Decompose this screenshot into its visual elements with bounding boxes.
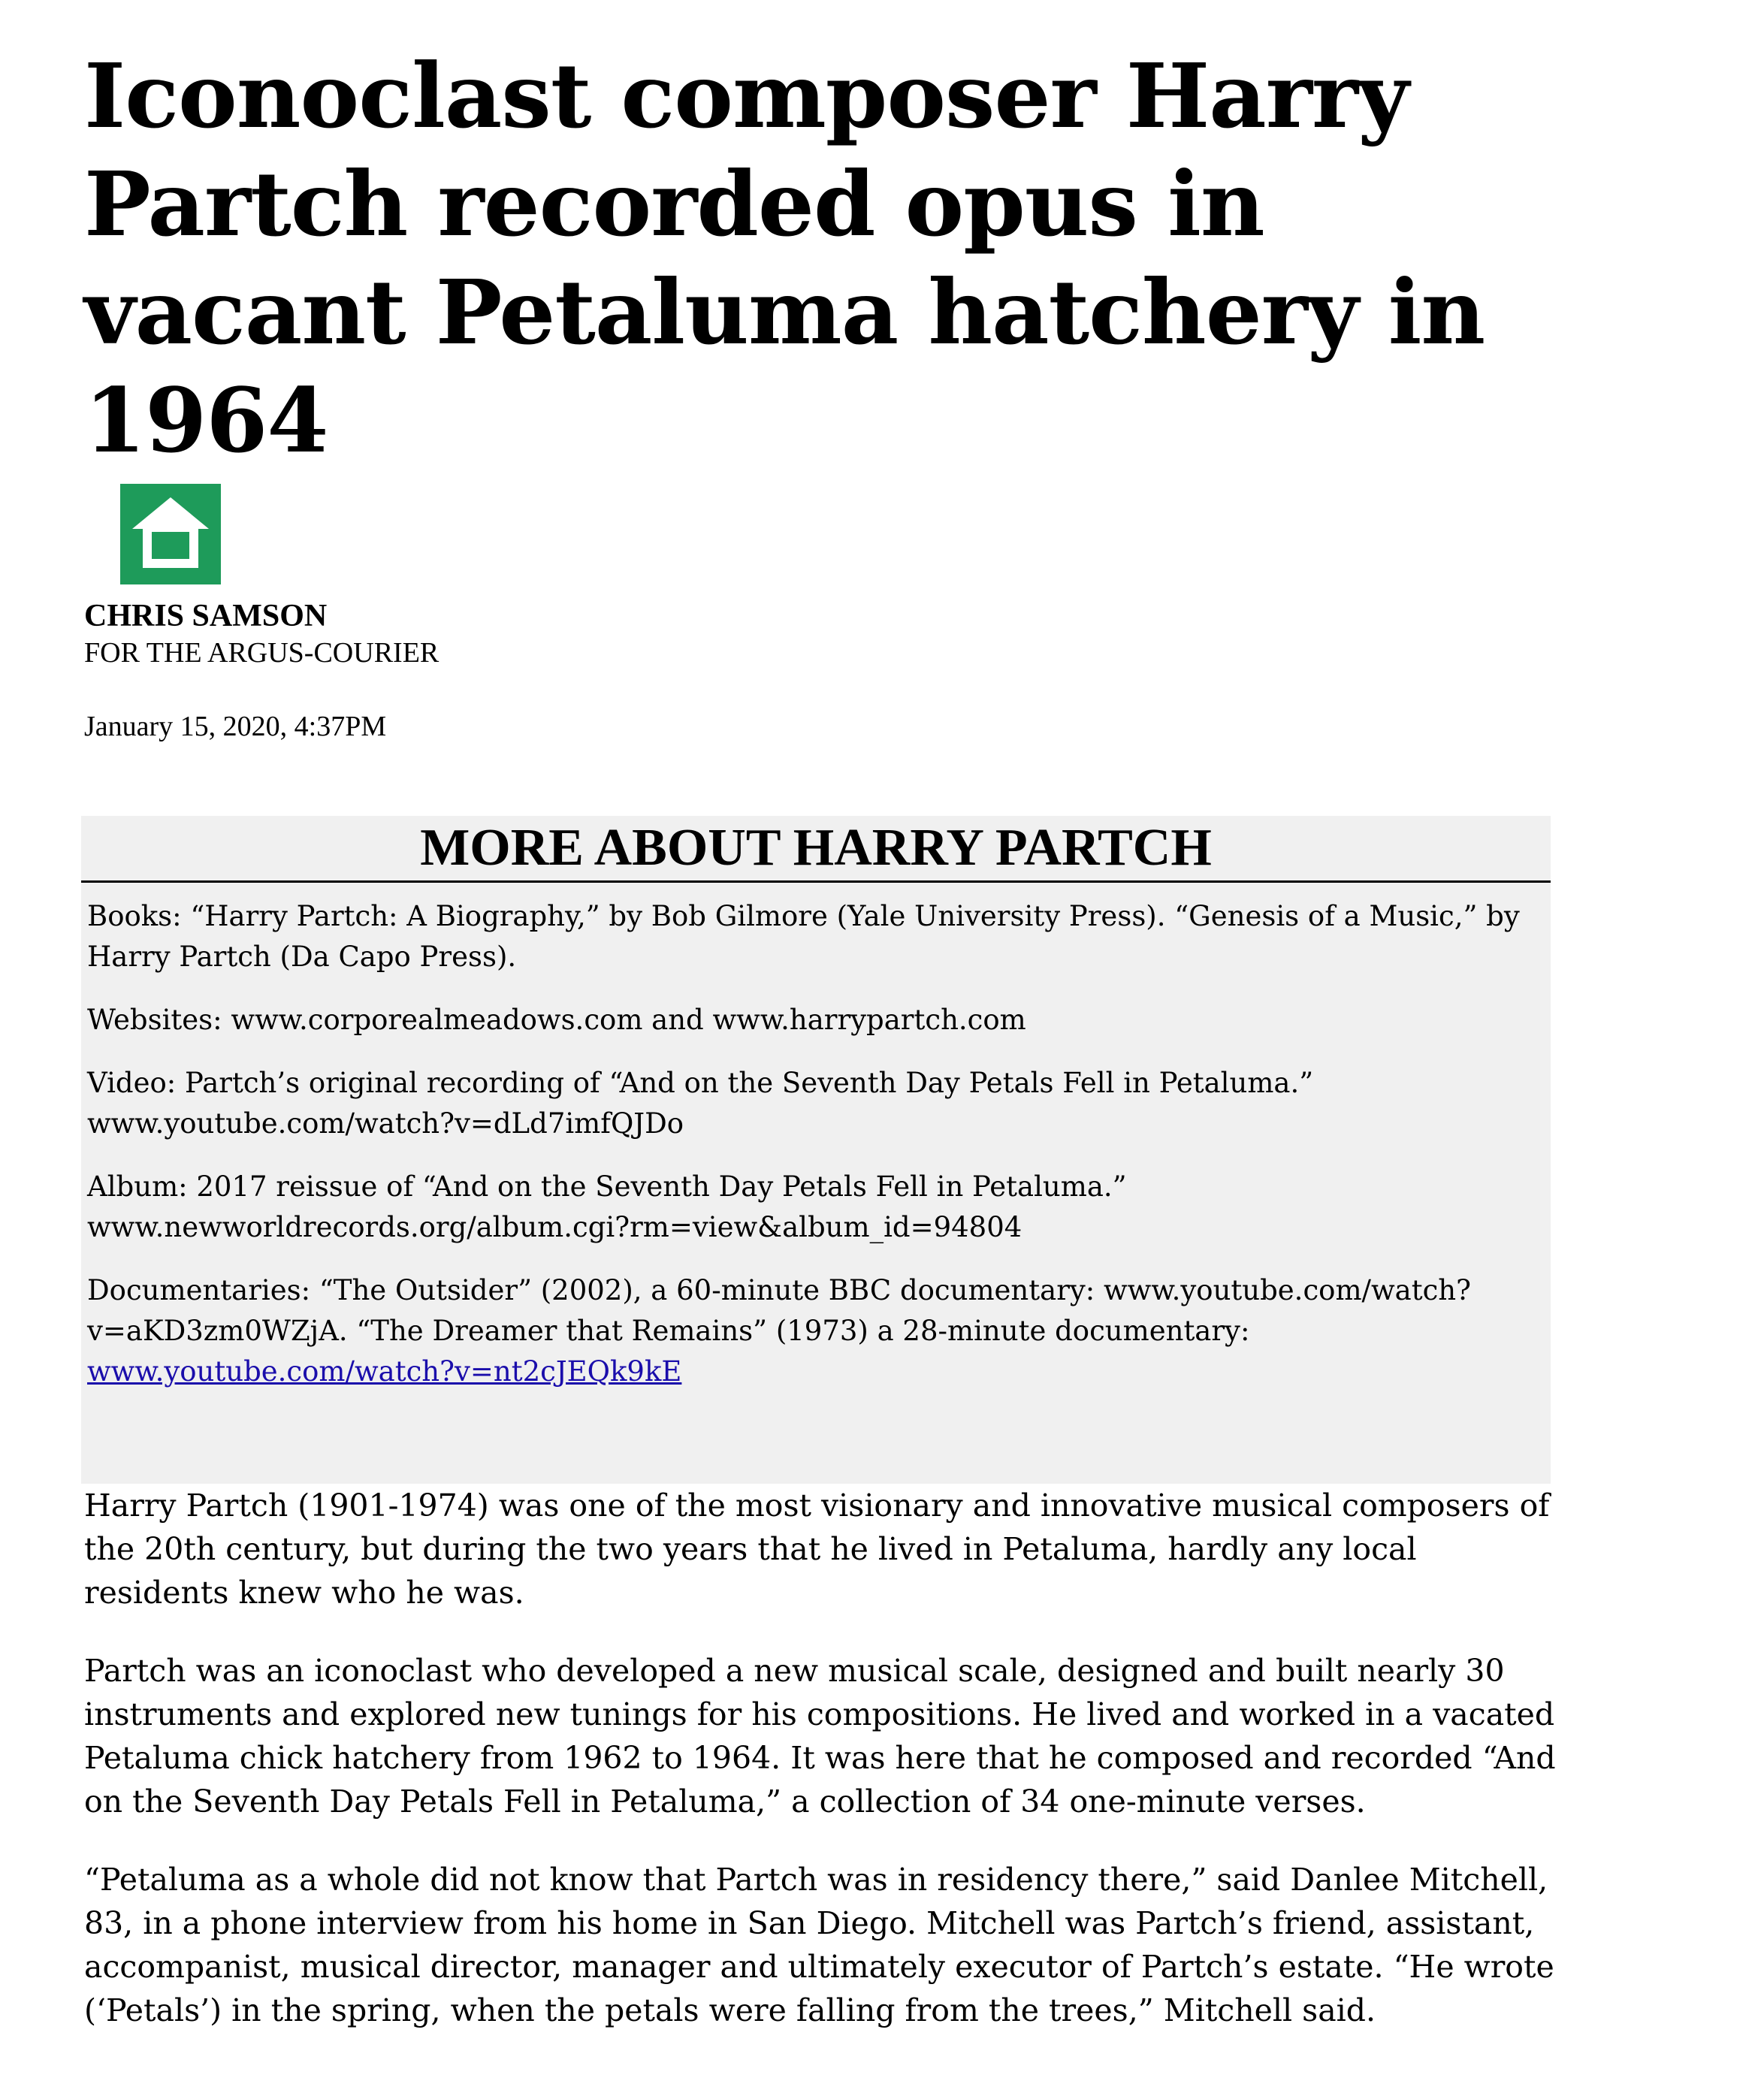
sidebar-websites: Websites: www.corporealmeadows.com and www.harrypartch.com: [87, 1004, 1026, 1036]
sidebar-body: [81, 883, 1551, 1392]
author-name[interactable]: CHRIS SAMSON: [84, 599, 328, 633]
sidebar-video: Video: Partch’s original recording of “And on the Seventh Day Petals Fell in Petaluma.” www.youtube.com/watch?v=dLd7imfQJDo: [87, 1067, 1314, 1140]
sidebar-books: Books: “Harry Partch: A Biography,” by Bob Gilmore (Yale University Press). “Genesis of a Music,” by Harry Partch (Da Capo Press).: [87, 900, 1520, 973]
sidebar-documentaries: [87, 1270, 1545, 1392]
article-page: [84, 42, 1557, 2067]
house-icon[interactable]: [120, 484, 221, 584]
more-about-sidebar: [81, 816, 1551, 1484]
sidebar-title: MORE ABOUT HARRY PARTCH: [81, 816, 1551, 883]
article-body: [84, 1484, 1557, 2032]
body-paragraph: “Petaluma as a whole did not know that Partch was in residency there,” said Danlee Mitchell, 83, in a phone interview from his home in San Diego. Mitchell was Partch’s friend, assistant, accompanist, musical director, manager and ultimately executor of Partch’s estate. “He wrote (‘Petals’) in the spring, when the petals were falling from the trees,” Mitchell said.: [84, 1862, 1554, 2028]
documentary-link[interactable]: www.youtube.com/watch?v=nt2cJEQk9kE: [87, 1355, 682, 1388]
body-paragraph: Partch was an iconoclast who developed a new musical scale, designed and built nearly 30 instruments and explored new tunings for his compositions. He lived and worked in a vacated Petaluma chick hatchery from 1962 to 1964. It was here that he composed and recorded “And on the Seventh Day Petals Fell in Petaluma,” a collection of 34 one-minute verses.: [84, 1653, 1556, 1820]
publish-date: January 15, 2020, 4:37PM: [84, 711, 387, 742]
author-organization: FOR THE ARGUS-COURIER: [84, 637, 439, 669]
documentaries-text: Documentaries: “The Outsider” (2002), a 60-minute BBC documentary: www.youtube.com/watch?v=aKD3zm0WZjA. “The Dreamer that Remains” (1973) a 28-minute documentary:: [87, 1274, 1471, 1347]
article-headline: Iconoclast composer Harry Partch recorded opus in vacant Petaluma hatchery in 1964: [84, 44, 1485, 473]
sidebar-album: Album: 2017 reissue of “And on the Seventh Day Petals Fell in Petaluma.” www.newworldrecords.org/album.cgi?rm=view&album_id=94804: [87, 1170, 1127, 1243]
body-paragraph: Harry Partch (1901-1974) was one of the most visionary and innovative musical composers of the 20th century, but during the two years that he lived in Petaluma, hardly any local residents knew who he was.: [84, 1487, 1550, 1611]
byline: [84, 596, 1557, 670]
